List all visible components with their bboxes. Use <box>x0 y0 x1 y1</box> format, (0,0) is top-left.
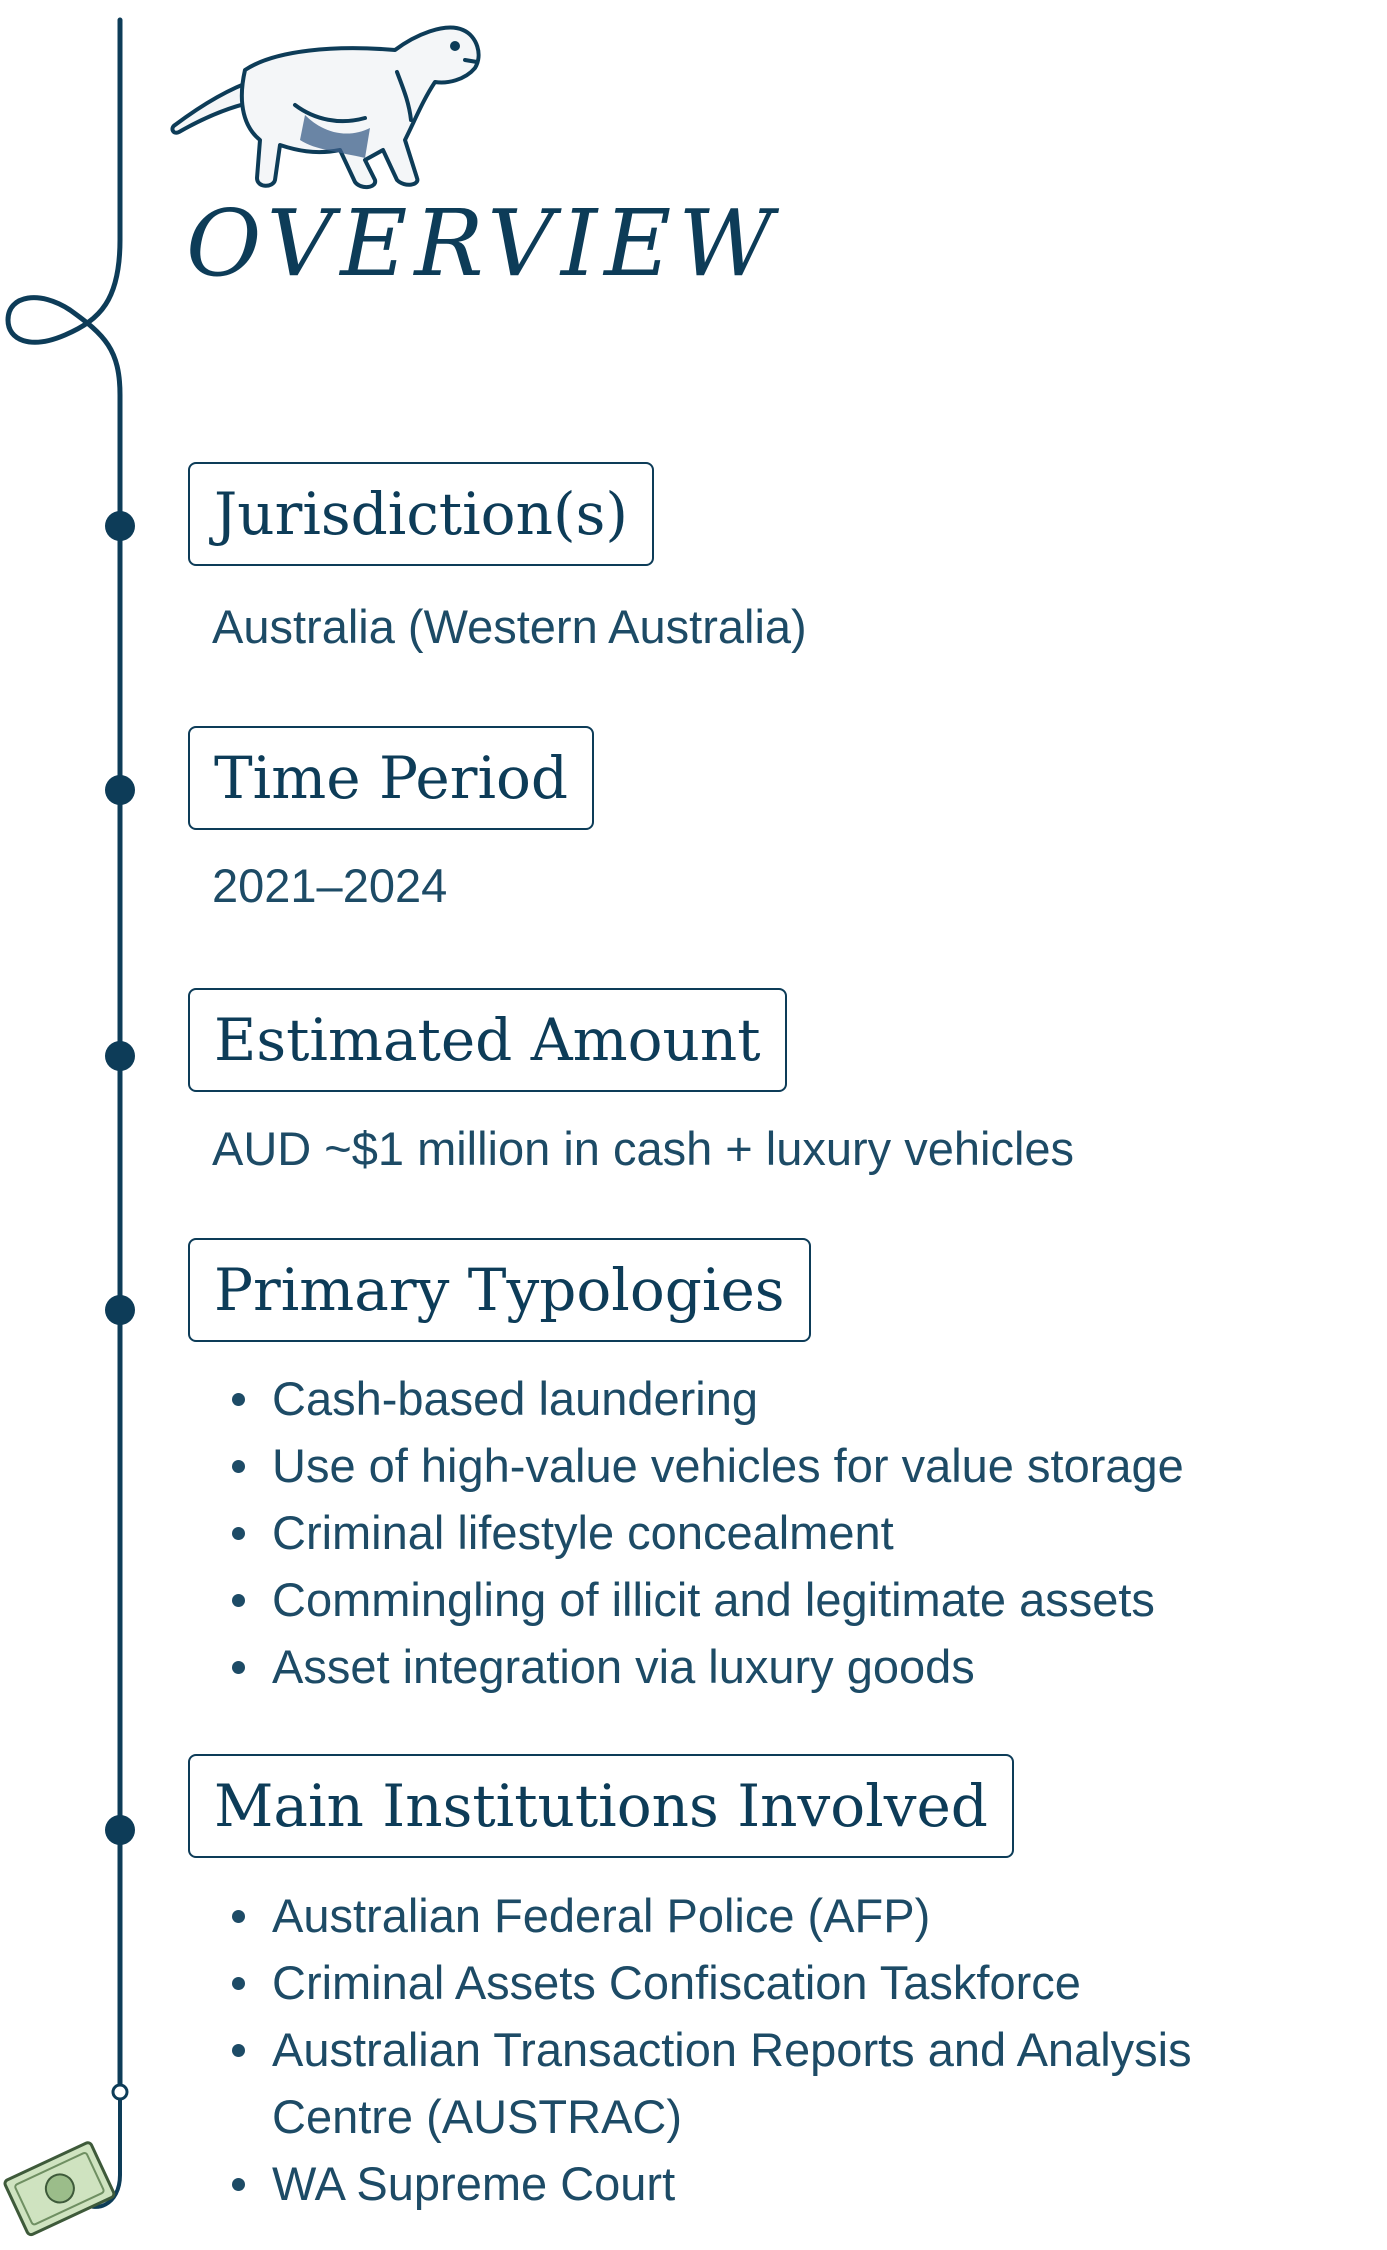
section-heading-primary-typologies: Primary Typologies <box>188 1238 811 1342</box>
timeline-dot-5 <box>105 1815 135 1845</box>
banknote-icon <box>0 2118 120 2250</box>
list-item: Australian Federal Police (AFP) <box>222 1882 1342 1949</box>
list-item: Asset integration via luxury goods <box>222 1633 1342 1700</box>
list-item: WA Supreme Court <box>222 2150 1342 2217</box>
timeline-line <box>0 0 140 2250</box>
timeline-dot-4 <box>105 1295 135 1325</box>
timeline-dot-1 <box>105 511 135 541</box>
jurisdiction-value: Australia (Western Australia) <box>212 600 807 653</box>
list-item: Use of high-value vehicles for value storage <box>222 1432 1342 1499</box>
page-title: OVERVIEW <box>186 190 780 297</box>
time-period-value: 2021–2024 <box>212 859 448 912</box>
estimated-amount-value: AUD ~$1 million in cash + luxury vehicles <box>212 1122 1075 1175</box>
list-item: Commingling of illicit and legitimate assets <box>222 1566 1342 1633</box>
list-item: Criminal Assets Confiscation Taskforce <box>222 1949 1342 2016</box>
panther-illustration <box>165 10 485 195</box>
timeline-dot-2 <box>105 775 135 805</box>
section-heading-main-institutions: Main Institutions Involved <box>188 1754 1014 1858</box>
section-heading-jurisdiction: Jurisdiction(s) <box>188 462 654 566</box>
list-item: Cash-based laundering <box>222 1365 1342 1432</box>
typologies-list <box>222 1365 1342 1700</box>
section-heading-estimated-amount: Estimated Amount <box>188 988 787 1092</box>
list-item: Criminal lifestyle concealment <box>222 1499 1342 1566</box>
timeline-dot-3 <box>105 1041 135 1071</box>
list-item: Australian Transaction Reports and Analysis Centre (AUSTRAC) <box>222 2016 1342 2150</box>
institutions-list <box>222 1882 1342 2217</box>
section-heading-time-period: Time Period <box>188 726 594 830</box>
